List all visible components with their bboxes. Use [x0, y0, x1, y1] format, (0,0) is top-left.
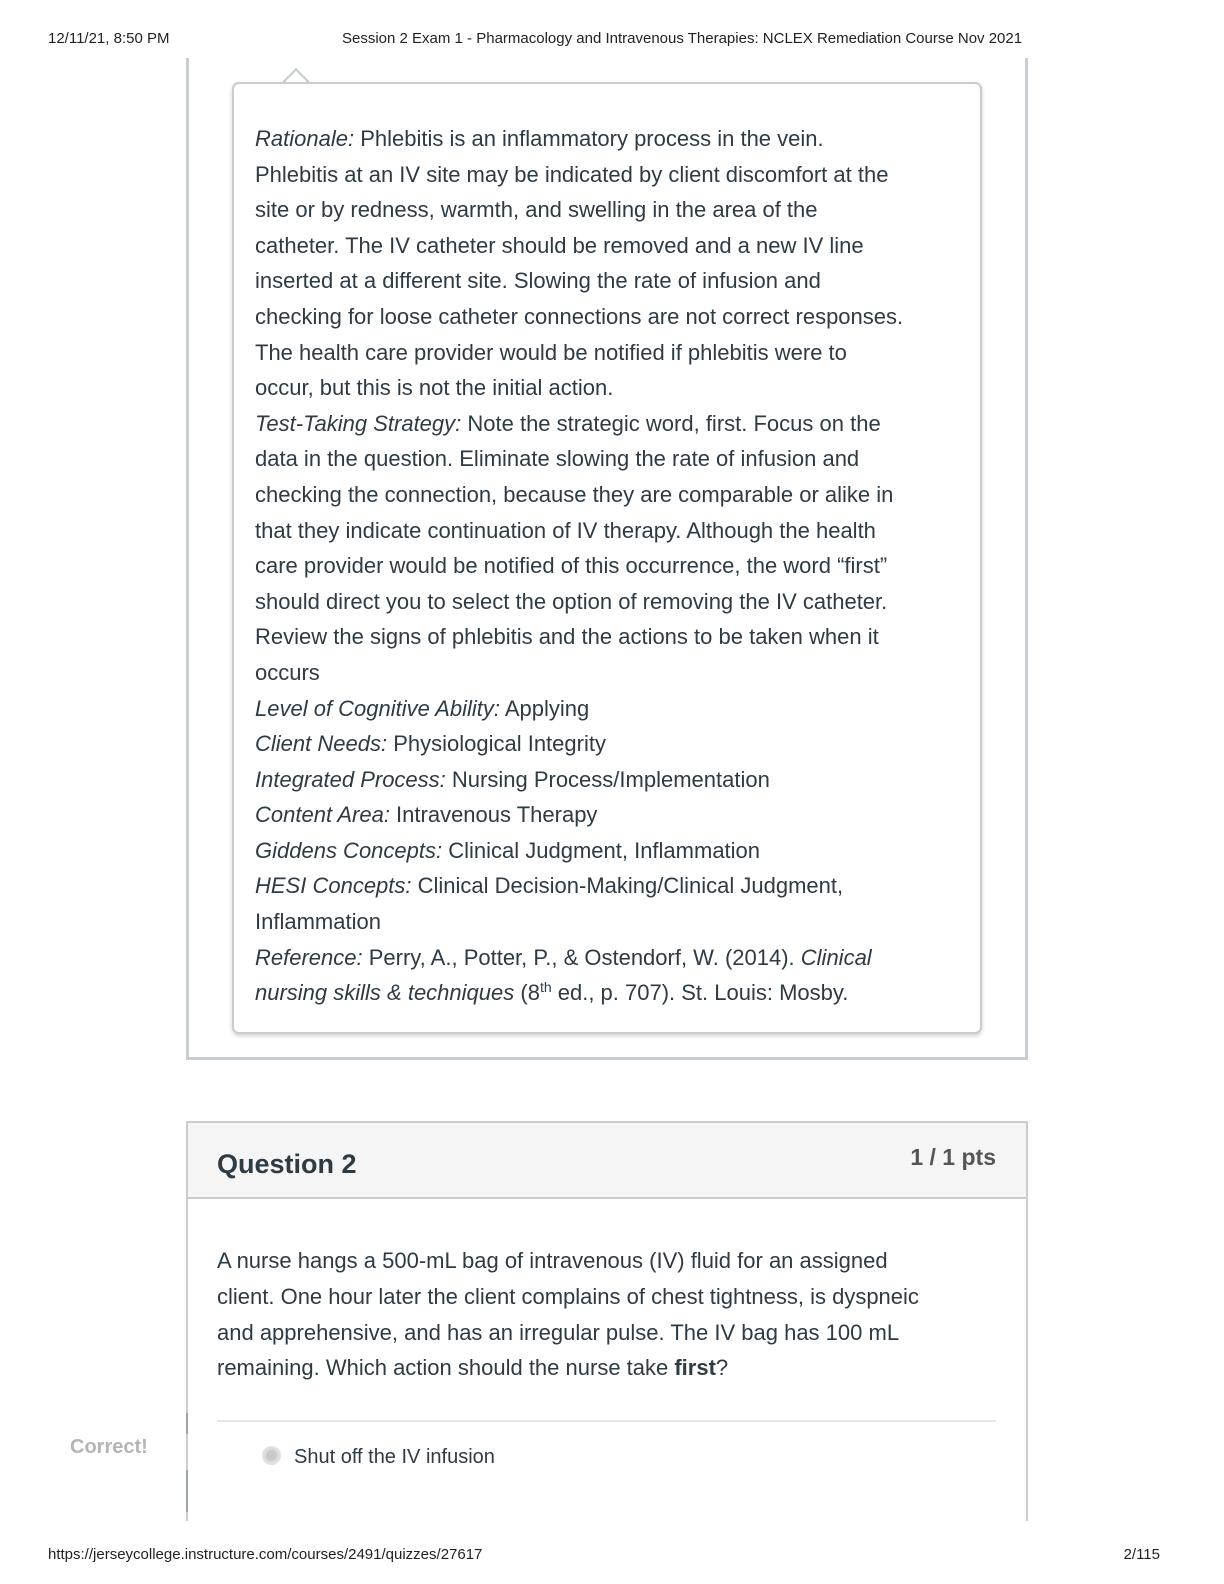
rationale-line: inserted at a different site. Slowing the rate of infusion and [255, 268, 821, 294]
radio-button[interactable] [262, 1446, 281, 1465]
rationale-line: checking for loose catheter connections are not correct responses. [255, 303, 904, 329]
print-header [0, 30, 1224, 50]
hesi-concepts-continued: Inflammation [255, 909, 381, 935]
rationale-line: Phlebitis at an IV site may be indicated by client discomfort at the [255, 161, 889, 187]
answer-rule [186, 1470, 188, 1512]
question-points: 1 / 1 pts [910, 1144, 996, 1170]
strategy-line: that they indicate continuation of IV therapy. Although the health [255, 517, 876, 543]
print-url: https://jerseycollege.instructure.com/courses/2491/quizzes/27617 [48, 1546, 483, 1563]
integrated-process: Integrated Process: Nursing Process/Implementation [255, 766, 770, 792]
rationale-line: The health care provider would be notified if phlebitis were to [255, 339, 847, 365]
question-title: Question 2 [217, 1149, 357, 1179]
hesi-concepts: HESI Concepts: Clinical Decision-Making/Clinical Judgment, [255, 873, 844, 899]
reference-continued: nursing skills & techniques (8th ed., p. 707). St. Louis: Mosby. [255, 979, 849, 1006]
rationale-line: catheter. The IV catheter should be removed and a new IV line [255, 232, 864, 258]
answers-divider [217, 1420, 996, 1422]
answer-label: Shut off the IV infusion [294, 1446, 495, 1468]
question-text-line: A nurse hangs a 500-mL bag of intravenous (IV) fluid for an assigned [217, 1248, 888, 1273]
question-text-line: and apprehensive, and has an irregular pulse. The IV bag has 100 mL [217, 1319, 900, 1345]
cognitive-ability: Level of Cognitive Ability: Applying [255, 695, 590, 721]
rationale-line: Rationale: Phlebitis is an inflammatory process in the vein. [255, 126, 824, 151]
answer-rule [186, 1413, 188, 1434]
correct-indicator: Correct! [70, 1436, 148, 1458]
print-page-number: 2/115 [1123, 1546, 1160, 1563]
strategic-word: first [674, 1355, 716, 1381]
print-page-title: Session 2 Exam 1 - Pharmacology and Intravenous Therapies: NCLEX Remediation Course Nov 2021 [342, 30, 1023, 47]
reference: Reference: Perry, A., Potter, P., & Ostendorf, W. (2014). Clinical [255, 944, 872, 970]
strategy-label: Test-Taking Strategy: [255, 410, 462, 436]
rationale-text [255, 121, 967, 1011]
strategy-line: checking the connection, because they are comparable or alike in [255, 481, 894, 507]
question-2-header [188, 1123, 1026, 1199]
question-2-text [217, 1243, 997, 1386]
print-footer [0, 1546, 1224, 1566]
strategy-line: data in the question. Eliminate slowing the rate of infusion and [255, 446, 860, 472]
question-text-line: remaining. Which action should the nurse take first? [217, 1355, 729, 1381]
giddens-concepts: Giddens Concepts: Clinical Judgment, Inflammation [255, 837, 761, 863]
strategy-line: care provider would be notified of this occurrence, the word “first” [255, 553, 888, 579]
strategy-line: occurs [255, 659, 320, 685]
rationale-line: occur, but this is not the initial action. [255, 375, 614, 401]
strategy-line: Test-Taking Strategy: Note the strategic word, first. Focus on the [255, 410, 881, 436]
print-date: 12/11/21, 8:50 PM [48, 30, 170, 47]
strategy-line: Review the signs of phlebitis and the actions to be taken when it [255, 624, 879, 650]
question-text-line: client. One hour later the client complains of chest tightness, is dyspneic [217, 1283, 919, 1309]
rationale-line: site or by redness, warmth, and swelling in the area of the [255, 197, 818, 223]
strategy-line: should direct you to select the option of removing the IV catheter. [255, 588, 888, 614]
client-needs: Client Needs: Physiological Integrity [255, 731, 606, 757]
rationale-label: Rationale: [255, 126, 355, 151]
content-area: Content Area: Intravenous Therapy [255, 802, 598, 828]
